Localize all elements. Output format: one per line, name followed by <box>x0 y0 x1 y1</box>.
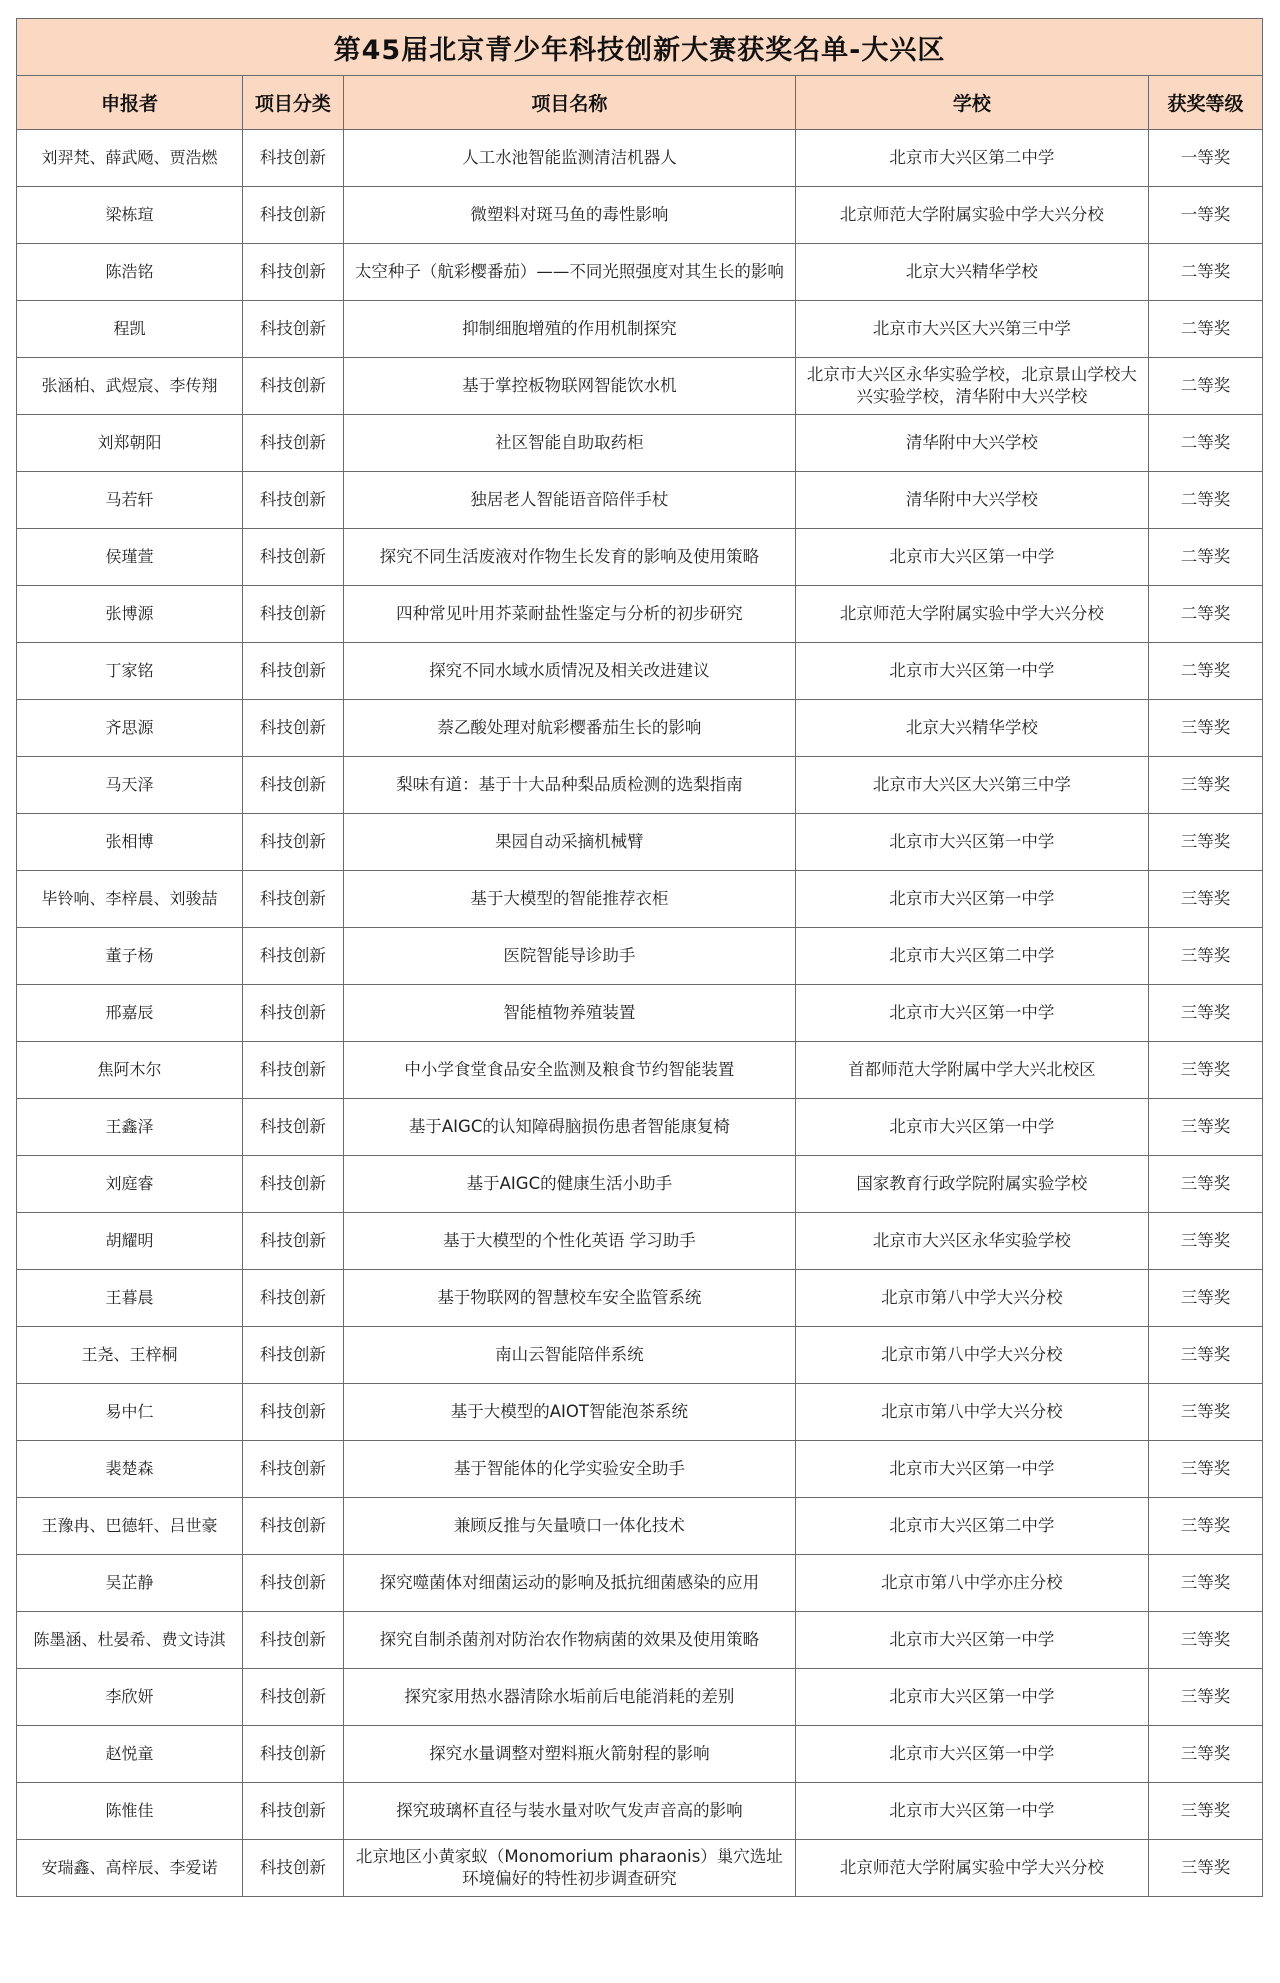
cell-applicant: 侯瑾萱 <box>17 529 243 586</box>
cell-award: 三等奖 <box>1148 1327 1262 1384</box>
table-row <box>17 358 1263 415</box>
cell-applicant: 梁栋瑄 <box>17 187 243 244</box>
cell-award: 三等奖 <box>1148 928 1262 985</box>
cell-school: 北京市大兴区永华实验学校，北京景山学校大兴实验学校，清华附中大兴学校 <box>795 358 1148 415</box>
table-title: 第45届北京青少年科技创新大赛获奖名单-大兴区 <box>17 19 1263 76</box>
cell-category: 科技创新 <box>242 301 343 358</box>
cell-applicant: 陈惟佳 <box>17 1783 243 1840</box>
cell-category: 科技创新 <box>242 1327 343 1384</box>
table-row <box>17 1441 1263 1498</box>
cell-school: 北京市大兴区第一中学 <box>795 814 1148 871</box>
table-row <box>17 529 1263 586</box>
cell-project: 基于智能体的化学实验安全助手 <box>343 1441 795 1498</box>
cell-project: 萘乙酸处理对航彩樱番茄生长的影响 <box>343 700 795 757</box>
table-row <box>17 187 1263 244</box>
cell-applicant: 刘庭睿 <box>17 1156 243 1213</box>
cell-project: 基于大模型的智能推荐衣柜 <box>343 871 795 928</box>
cell-applicant: 马若轩 <box>17 472 243 529</box>
cell-award: 三等奖 <box>1148 1042 1262 1099</box>
table-body <box>17 130 1263 1897</box>
cell-award: 三等奖 <box>1148 1384 1262 1441</box>
cell-school: 北京市大兴区第二中学 <box>795 1498 1148 1555</box>
cell-category: 科技创新 <box>242 1498 343 1555</box>
cell-project: 探究家用热水器清除水垢前后电能消耗的差别 <box>343 1669 795 1726</box>
cell-school: 北京市大兴区大兴第三中学 <box>795 301 1148 358</box>
cell-category: 科技创新 <box>242 643 343 700</box>
cell-applicant: 毕铃响、李梓晨、刘骏喆 <box>17 871 243 928</box>
cell-project: 探究不同生活废液对作物生长发育的影响及使用策略 <box>343 529 795 586</box>
cell-award: 二等奖 <box>1148 586 1262 643</box>
table-row <box>17 643 1263 700</box>
cell-project: 北京地区小黄家蚁（Monomorium pharaonis）巢穴选址环境偏好的特性初步调查研究 <box>343 1840 795 1897</box>
cell-applicant: 陈浩铭 <box>17 244 243 301</box>
cell-project: 基于掌控板物联网智能饮水机 <box>343 358 795 415</box>
cell-applicant: 易中仁 <box>17 1384 243 1441</box>
cell-award: 三等奖 <box>1148 1270 1262 1327</box>
cell-applicant: 胡耀明 <box>17 1213 243 1270</box>
table-row <box>17 472 1263 529</box>
cell-category: 科技创新 <box>242 1099 343 1156</box>
cell-school: 北京市大兴区第一中学 <box>795 529 1148 586</box>
cell-award: 二等奖 <box>1148 643 1262 700</box>
cell-award: 二等奖 <box>1148 472 1262 529</box>
cell-project: 果园自动采摘机械臂 <box>343 814 795 871</box>
cell-project: 社区智能自助取药柜 <box>343 415 795 472</box>
cell-category: 科技创新 <box>242 187 343 244</box>
cell-school: 北京市第八中学大兴分校 <box>795 1270 1148 1327</box>
cell-category: 科技创新 <box>242 415 343 472</box>
column-header-category: 项目分类 <box>242 76 343 130</box>
table-row <box>17 130 1263 187</box>
cell-applicant: 赵悦童 <box>17 1726 243 1783</box>
cell-school: 北京市大兴区大兴第三中学 <box>795 757 1148 814</box>
cell-award: 三等奖 <box>1148 1441 1262 1498</box>
table-row <box>17 1612 1263 1669</box>
cell-school: 北京大兴精华学校 <box>795 700 1148 757</box>
table-row <box>17 1498 1263 1555</box>
table-row <box>17 700 1263 757</box>
cell-school: 北京市大兴区第一中学 <box>795 1099 1148 1156</box>
table-row <box>17 757 1263 814</box>
table-row <box>17 244 1263 301</box>
cell-project: 兼顾反推与矢量喷口一体化技术 <box>343 1498 795 1555</box>
cell-award: 二等奖 <box>1148 415 1262 472</box>
cell-project: 基于AIGC的健康生活小助手 <box>343 1156 795 1213</box>
cell-category: 科技创新 <box>242 1384 343 1441</box>
table-row <box>17 814 1263 871</box>
table-row <box>17 1327 1263 1384</box>
cell-school: 国家教育行政学院附属实验学校 <box>795 1156 1148 1213</box>
cell-applicant: 齐思源 <box>17 700 243 757</box>
cell-project: 中小学食堂食品安全监测及粮食节约智能装置 <box>343 1042 795 1099</box>
cell-school: 北京市大兴区第一中学 <box>795 643 1148 700</box>
cell-school: 北京市大兴区第一中学 <box>795 1441 1148 1498</box>
table-row <box>17 1840 1263 1897</box>
cell-project: 智能植物养殖装置 <box>343 985 795 1042</box>
cell-category: 科技创新 <box>242 700 343 757</box>
cell-applicant: 张博源 <box>17 586 243 643</box>
cell-category: 科技创新 <box>242 1669 343 1726</box>
cell-school: 北京师范大学附属实验中学大兴分校 <box>795 586 1148 643</box>
cell-school: 北京市大兴区第二中学 <box>795 130 1148 187</box>
cell-school: 北京市第八中学大兴分校 <box>795 1327 1148 1384</box>
table-row <box>17 1156 1263 1213</box>
cell-applicant: 陈墨涵、杜晏希、费文诗淇 <box>17 1612 243 1669</box>
table-row <box>17 1213 1263 1270</box>
cell-category: 科技创新 <box>242 985 343 1042</box>
cell-category: 科技创新 <box>242 757 343 814</box>
cell-school: 北京市大兴区第一中学 <box>795 871 1148 928</box>
cell-award: 三等奖 <box>1148 1156 1262 1213</box>
cell-school: 清华附中大兴学校 <box>795 415 1148 472</box>
cell-award: 一等奖 <box>1148 187 1262 244</box>
award-table <box>16 18 1263 1897</box>
cell-applicant: 李欣妍 <box>17 1669 243 1726</box>
cell-project: 梨味有道：基于十大品种梨品质检测的选梨指南 <box>343 757 795 814</box>
cell-award: 三等奖 <box>1148 814 1262 871</box>
header-row <box>17 76 1263 130</box>
table-row <box>17 1270 1263 1327</box>
cell-school: 北京市大兴区第一中学 <box>795 985 1148 1042</box>
cell-school: 北京师范大学附属实验中学大兴分校 <box>795 1840 1148 1897</box>
cell-award: 三等奖 <box>1148 700 1262 757</box>
column-header-applicant: 申报者 <box>17 76 243 130</box>
cell-award: 三等奖 <box>1148 1612 1262 1669</box>
cell-category: 科技创新 <box>242 871 343 928</box>
cell-project: 南山云智能陪伴系统 <box>343 1327 795 1384</box>
cell-category: 科技创新 <box>242 1840 343 1897</box>
cell-applicant: 程凯 <box>17 301 243 358</box>
table-row <box>17 871 1263 928</box>
cell-category: 科技创新 <box>242 1555 343 1612</box>
cell-applicant: 王尧、王梓桐 <box>17 1327 243 1384</box>
cell-school: 北京市第八中学大兴分校 <box>795 1384 1148 1441</box>
table-row <box>17 1669 1263 1726</box>
cell-project: 四种常见叶用芥菜耐盐性鉴定与分析的初步研究 <box>343 586 795 643</box>
cell-applicant: 安瑞鑫、高梓辰、李爱诺 <box>17 1840 243 1897</box>
cell-applicant: 吴芷静 <box>17 1555 243 1612</box>
cell-project: 基于大模型的AIOT智能泡茶系统 <box>343 1384 795 1441</box>
cell-school: 北京师范大学附属实验中学大兴分校 <box>795 187 1148 244</box>
cell-category: 科技创新 <box>242 1441 343 1498</box>
table-row <box>17 586 1263 643</box>
table-row <box>17 1726 1263 1783</box>
column-header-project: 项目名称 <box>343 76 795 130</box>
cell-category: 科技创新 <box>242 1042 343 1099</box>
cell-applicant: 刘郑朝阳 <box>17 415 243 472</box>
cell-award: 三等奖 <box>1148 1840 1262 1897</box>
cell-applicant: 刘羿梵、薛武飏、贾浩燃 <box>17 130 243 187</box>
cell-school: 北京市大兴区第一中学 <box>795 1726 1148 1783</box>
cell-project: 探究自制杀菌剂对防治农作物病菌的效果及使用策略 <box>343 1612 795 1669</box>
cell-category: 科技创新 <box>242 244 343 301</box>
cell-award: 二等奖 <box>1148 301 1262 358</box>
cell-school: 北京市大兴区第一中学 <box>795 1669 1148 1726</box>
cell-applicant: 邢嘉辰 <box>17 985 243 1042</box>
cell-applicant: 王鑫泽 <box>17 1099 243 1156</box>
cell-category: 科技创新 <box>242 1213 343 1270</box>
cell-applicant: 王豫冉、巴德轩、吕世豪 <box>17 1498 243 1555</box>
cell-project: 探究玻璃杯直径与装水量对吹气发声音高的影响 <box>343 1783 795 1840</box>
cell-school: 北京市大兴区第二中学 <box>795 928 1148 985</box>
cell-category: 科技创新 <box>242 586 343 643</box>
cell-applicant: 裴楚森 <box>17 1441 243 1498</box>
cell-category: 科技创新 <box>242 1726 343 1783</box>
cell-award: 三等奖 <box>1148 1498 1262 1555</box>
cell-school: 清华附中大兴学校 <box>795 472 1148 529</box>
cell-applicant: 马天泽 <box>17 757 243 814</box>
cell-project: 微塑料对斑马鱼的毒性影响 <box>343 187 795 244</box>
cell-school: 北京市大兴区第一中学 <box>795 1783 1148 1840</box>
cell-category: 科技创新 <box>242 1783 343 1840</box>
cell-award: 二等奖 <box>1148 244 1262 301</box>
cell-project: 太空种子（航彩樱番茄）——不同光照强度对其生长的影响 <box>343 244 795 301</box>
cell-award: 三等奖 <box>1148 757 1262 814</box>
cell-category: 科技创新 <box>242 529 343 586</box>
cell-category: 科技创新 <box>242 1156 343 1213</box>
cell-category: 科技创新 <box>242 472 343 529</box>
cell-applicant: 张相博 <box>17 814 243 871</box>
table-row <box>17 1783 1263 1840</box>
cell-category: 科技创新 <box>242 1270 343 1327</box>
cell-project: 探究不同水域水质情况及相关改进建议 <box>343 643 795 700</box>
award-list-sheet <box>16 18 1263 1897</box>
cell-category: 科技创新 <box>242 1612 343 1669</box>
table-row <box>17 1384 1263 1441</box>
cell-award: 三等奖 <box>1148 871 1262 928</box>
cell-project: 基于AIGC的认知障碍脑损伤患者智能康复椅 <box>343 1099 795 1156</box>
table-row <box>17 1555 1263 1612</box>
cell-project: 独居老人智能语音陪伴手杖 <box>343 472 795 529</box>
cell-award: 二等奖 <box>1148 529 1262 586</box>
table-row <box>17 985 1263 1042</box>
cell-project: 基于大模型的个性化英语 学习助手 <box>343 1213 795 1270</box>
cell-category: 科技创新 <box>242 814 343 871</box>
cell-award: 三等奖 <box>1148 1669 1262 1726</box>
table-row <box>17 1042 1263 1099</box>
cell-school: 北京市大兴区永华实验学校 <box>795 1213 1148 1270</box>
cell-category: 科技创新 <box>242 358 343 415</box>
cell-project: 探究噬菌体对细菌运动的影响及抵抗细菌感染的应用 <box>343 1555 795 1612</box>
column-header-award: 获奖等级 <box>1148 76 1262 130</box>
cell-award: 三等奖 <box>1148 1099 1262 1156</box>
cell-project: 探究水量调整对塑料瓶火箭射程的影响 <box>343 1726 795 1783</box>
cell-applicant: 王暮晨 <box>17 1270 243 1327</box>
table-row <box>17 1099 1263 1156</box>
column-header-school: 学校 <box>795 76 1148 130</box>
cell-school: 北京市大兴区第一中学 <box>795 1612 1148 1669</box>
cell-award: 三等奖 <box>1148 985 1262 1042</box>
cell-award: 三等奖 <box>1148 1555 1262 1612</box>
cell-school: 首都师范大学附属中学大兴北校区 <box>795 1042 1148 1099</box>
table-row <box>17 301 1263 358</box>
cell-project: 人工水池智能监测清洁机器人 <box>343 130 795 187</box>
cell-school: 北京大兴精华学校 <box>795 244 1148 301</box>
cell-school: 北京市第八中学亦庄分校 <box>795 1555 1148 1612</box>
cell-award: 三等奖 <box>1148 1213 1262 1270</box>
cell-award: 一等奖 <box>1148 130 1262 187</box>
cell-award: 二等奖 <box>1148 358 1262 415</box>
cell-category: 科技创新 <box>242 130 343 187</box>
cell-award: 三等奖 <box>1148 1726 1262 1783</box>
cell-applicant: 焦阿木尔 <box>17 1042 243 1099</box>
cell-project: 基于物联网的智慧校车安全监管系统 <box>343 1270 795 1327</box>
cell-project: 医院智能导诊助手 <box>343 928 795 985</box>
table-row <box>17 415 1263 472</box>
cell-category: 科技创新 <box>242 928 343 985</box>
cell-applicant: 丁家铭 <box>17 643 243 700</box>
cell-project: 抑制细胞增殖的作用机制探究 <box>343 301 795 358</box>
cell-applicant: 张涵柏、武煜宸、李传翔 <box>17 358 243 415</box>
cell-applicant: 董子杨 <box>17 928 243 985</box>
cell-award: 三等奖 <box>1148 1783 1262 1840</box>
table-row <box>17 928 1263 985</box>
